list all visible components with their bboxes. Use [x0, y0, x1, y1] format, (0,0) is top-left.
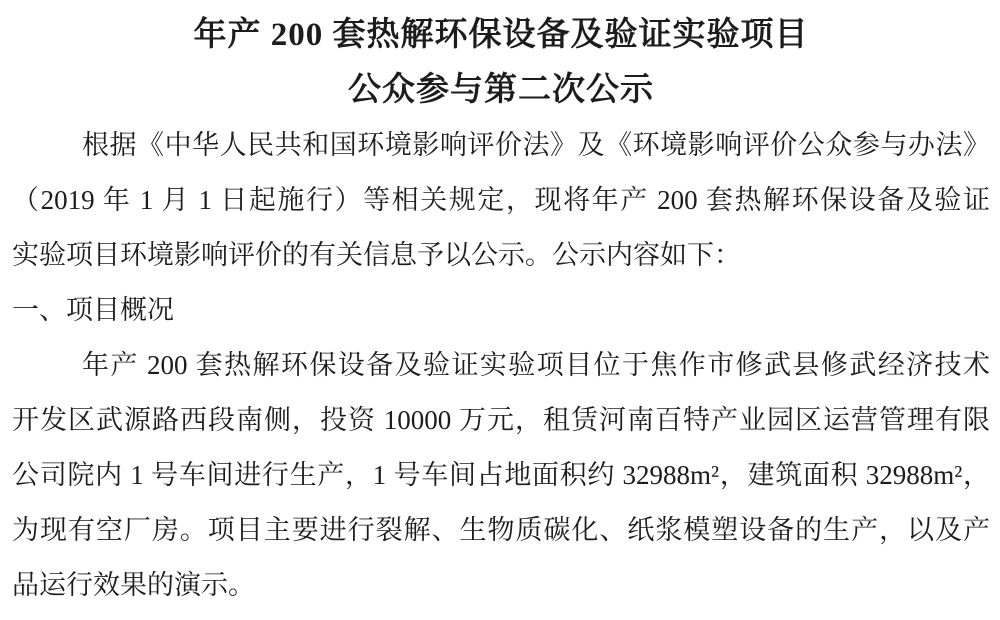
document-line: 年产 200 套热解环保设备及验证实验项目位于焦作市修武县修武经济技术: [82, 350, 990, 380]
document-title-line-1: 年产 200 套热解环保设备及验证实验项目: [193, 17, 809, 53]
document-line: 根据《中华人民共和国环境影响评价法》及《环境影响评价公众参与办法》: [82, 130, 990, 160]
document-section-heading: 一、项目概况: [12, 295, 174, 325]
document-line: 公司院内 1 号车间进行生产，1 号车间占地面积约 32988m²，建筑面积 32988m²，: [12, 460, 990, 490]
document-line: 开发区武源路西段南侧，投资 10000 万元，租赁河南百特产业园区运营管理有限: [12, 405, 990, 435]
document-line: （2019 年 1 月 1 日起施行）等相关规定，现将年产 200 套热解环保设备及验证: [12, 185, 990, 215]
document-line: 实验项目环境影响评价的有关信息予以公示。公示内容如下：: [12, 240, 741, 270]
document-line: 为现有空厂房。项目主要进行裂解、生物质碳化、纸浆模塑设备的生产，以及产: [12, 515, 990, 545]
document-title-line-2: 公众参与第二次公示: [348, 72, 654, 108]
document-line: 品运行效果的演示。: [12, 570, 255, 600]
